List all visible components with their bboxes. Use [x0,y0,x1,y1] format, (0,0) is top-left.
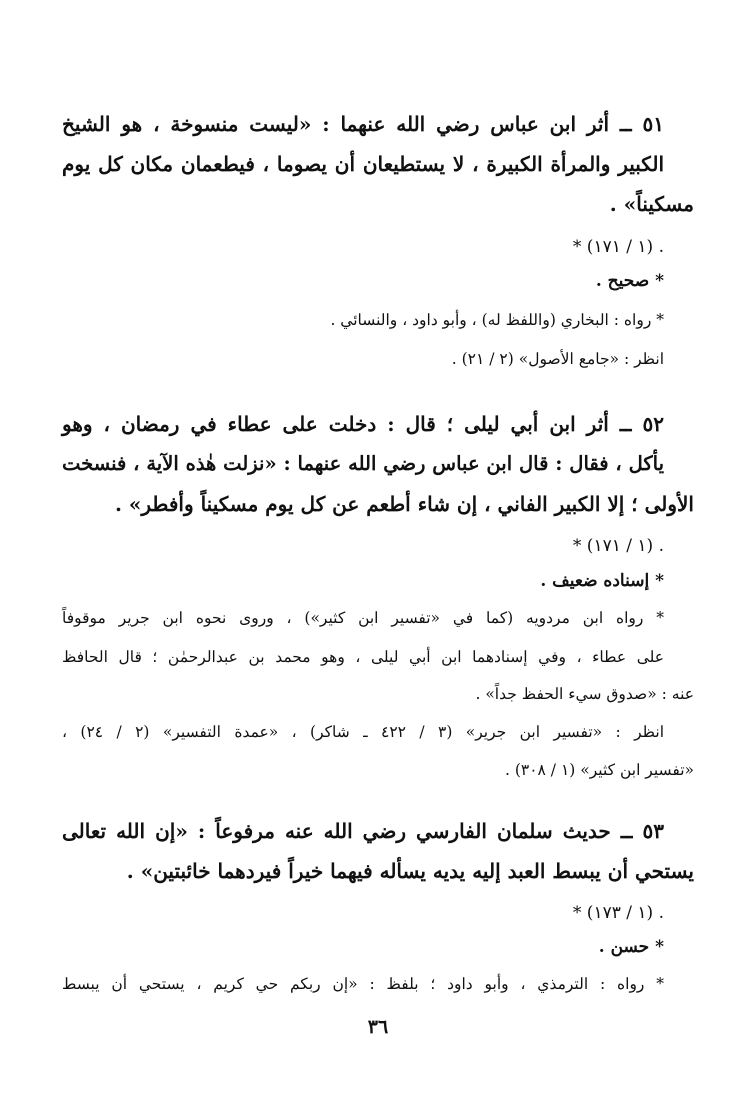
see-also-line: انظر : «تفسير ابن جرير» (٣ / ٤٢٢ ـ شاكر) ، «عمدة التفسير» (٢ / ٢٤) ، [62,723,665,741]
entry-heading-line: يأكل ، فقال : قال ابن عباس رضي الله عنهما : «نزلت هٰذه الآية ، فنسخت [62,452,664,475]
entry-heading-line: ٥١ ــ أثر ابن عباس رضي الله عنهما : «ليست منسوخة ، هو الشيخ [62,112,664,136]
source-reference: * (١ / ١٧١) . [572,536,664,556]
entry-heading-line: يستحي أن يبسط العبد إليه يديه يسأله فيهما خيراً فيردهما خائبتين» . [126,859,694,883]
narration-line: * رواه : الترمذي ، وأبو داود ؛ بلفظ : «إن ربكم حي كريم ، يستحي أن يبسط [62,975,664,993]
grading: * إسناده ضعيف . [540,571,664,591]
entry-heading-line: مسكيناً» . [609,192,694,216]
page-number: ٣٦ [367,1016,389,1038]
entry-heading-line: ٥٢ ــ أثر ابن أبي ليلى ؛ قال : دخلت على عطاء في رمضان ، وهو [62,412,664,436]
source-reference: * (١ / ١٧١) . [572,237,664,257]
grading: * حسن . [598,937,664,957]
narration-line: * رواه : البخاري (واللفظ له) ، وأبو داود ، والنسائي . [330,311,664,329]
entry-heading-line: الكبير والمرأة الكبيرة ، لا يستطيعان أن يصوما ، فيطعمان مكان كل يوم [62,152,664,176]
narration-line: عنه : «صدوق سيء الحفظ جداً» . [475,685,694,703]
narration-line: على عطاء ، وفي إسنادهما ابن أبي ليلى ، وهو محمد بن عبدالرحمٰن ؛ قال الحافظ [62,648,664,666]
entry-heading-line: الأولى ؛ إلا الكبير الفاني ، إن شاء أطعم عن كل يوم مسكيناً وأفطر» . [114,492,694,516]
narration-line: * رواه ابن مردويه (كما في «تفسير ابن كثير») ، وروى نحوه ابن جرير موقوفاً [62,609,664,627]
see-also-line: انظر : «جامع الأصول» (٢ / ٢١) . [451,350,664,368]
see-also-line: «تفسير ابن كثير» (١ / ٣٠٨) . [504,761,694,779]
source-reference: * (١ / ١٧٣) . [572,903,664,923]
grading: * صحيح . [595,271,664,291]
entry-heading-line: ٥٣ ــ حديث سلمان الفارسي رضي الله عنه مرفوعاً : «إن الله تعالى [62,819,664,843]
